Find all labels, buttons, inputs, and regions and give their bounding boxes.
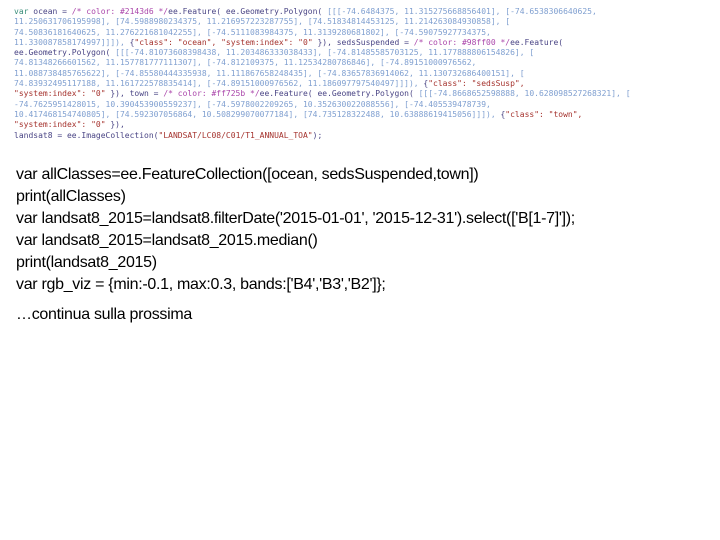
code-token: [[[-74.81073608398438, 11.203486333038433], [-74.81485585703125, 11.177888806154826], [ (110, 48, 535, 58)
import-code-line (14, 89, 714, 99)
gee-imports-code-block (14, 7, 714, 141)
code-token: "LANDSAT/LC08/C01/T1_ANNUAL_TOA" (158, 130, 313, 140)
code-token: -74.7625951428015, 10.390453900559237], [-74.5978002209265, 10.352630022088556], [-74.405539478739, (14, 99, 491, 109)
code-line-print-allclasses: print(allClasses) (16, 188, 126, 205)
code-token: "class": "ocean", "system:index": "0" (134, 37, 318, 47)
code-token: 11.250631706195998], [74.5988980234375, 11.216957223287755], [74.51834814453125, 11.214263084930858], [ (14, 17, 511, 27)
code-token: 74.81348266601562, 11.157781777111307], [-74.812109375, 11.12534280786846], [-74.89151000976562, (14, 58, 477, 68)
code-token: }), (317, 37, 337, 47)
gee-script-code-block (16, 164, 716, 296)
code-token: ocean = (33, 7, 72, 16)
code-token: 10.417468154740805], [74.592307056864, 10.508299070077184], [74.735128322488, 10.63888619415056]]]), (14, 109, 501, 119)
code-token: /* color: #ff725b */ (163, 89, 260, 99)
code-token: ee.Feature( ee.Geometry.Polygon( (168, 7, 323, 16)
code-token: var (14, 7, 34, 16)
code-token: { (500, 109, 506, 119)
import-code-line (14, 7, 714, 17)
code-token: ee.Feature( (510, 37, 564, 47)
import-code-line (14, 48, 714, 58)
code-token: "system:index": "0" (14, 120, 111, 130)
code-token: /* color: #2143d6 */ (71, 7, 169, 16)
code-token: 11.088738485765622], [-74.85580444335938, 11.111867658248435], [-74.83657836914062, 11.130732686400151], [ (14, 68, 525, 78)
code-line-filterdate: var landsat8_2015=landsat8.filterDate('2015-01-01', '2015-12-31').select(['B[1-7]']); (16, 210, 575, 227)
code-line-print-landsat: print(landsat8_2015) (16, 254, 157, 271)
code-token: { (129, 37, 135, 47)
code-token: }), (110, 89, 130, 99)
import-code-line (14, 38, 714, 48)
import-code-line (14, 58, 714, 68)
code-token: 11.330087858174997]]]), (14, 37, 130, 47)
import-code-line (14, 28, 714, 38)
code-token: { (423, 79, 429, 89)
code-line-median: var landsat8_2015=landsat8_2015.median() (16, 232, 318, 249)
code-token: "system:index": "0" (14, 89, 111, 99)
import-code-line (14, 120, 714, 130)
import-code-line (14, 131, 714, 141)
import-code-line (14, 110, 714, 120)
code-token: 74.83932495117188, 11.161722578835414], [-74.89151000976562, 11.186097797540497]]]), (14, 79, 424, 89)
code-line-allclasses: var allClasses=ee.FeatureCollection([ocean, sedsSuspended,town]) (16, 166, 479, 183)
continuation-note: …continua sulla prossima (16, 306, 192, 323)
code-token: [[[-74.8668652598888, 10.628098527268321], [ (413, 89, 631, 99)
code-token: "class": "sedsSusp", (428, 79, 525, 89)
code-token: landsat8 = ee.ImageCollection( (14, 130, 159, 140)
code-token: sedsSuspended = (336, 37, 414, 47)
import-code-line (14, 79, 714, 89)
code-token: [[[-74.6484375, 11.315275668856401], [-74.6538306640625, (322, 7, 597, 16)
code-token: ee.Feature( ee.Geometry.Polygon( (259, 89, 414, 99)
code-line-rgbviz: var rgb_viz = {min:-0.1, max:0.3, bands:['B4','B3','B2']}; (16, 276, 386, 293)
import-code-line (14, 100, 714, 110)
code-token: ); (312, 130, 323, 140)
code-token: town = (129, 89, 164, 99)
import-code-line (14, 17, 714, 27)
code-token: /* color: #98ff00 */ (413, 37, 511, 47)
code-token: "class": "town", (505, 109, 583, 119)
code-token: }), (110, 120, 125, 130)
import-code-line (14, 69, 714, 79)
code-token: ee.Geometry.Polygon( (14, 48, 111, 58)
code-token: 74.50836181640625, 11.276221681042255], [-74.5111083984375, 11.3139280681802], [-74.59075927734375, (14, 27, 491, 37)
